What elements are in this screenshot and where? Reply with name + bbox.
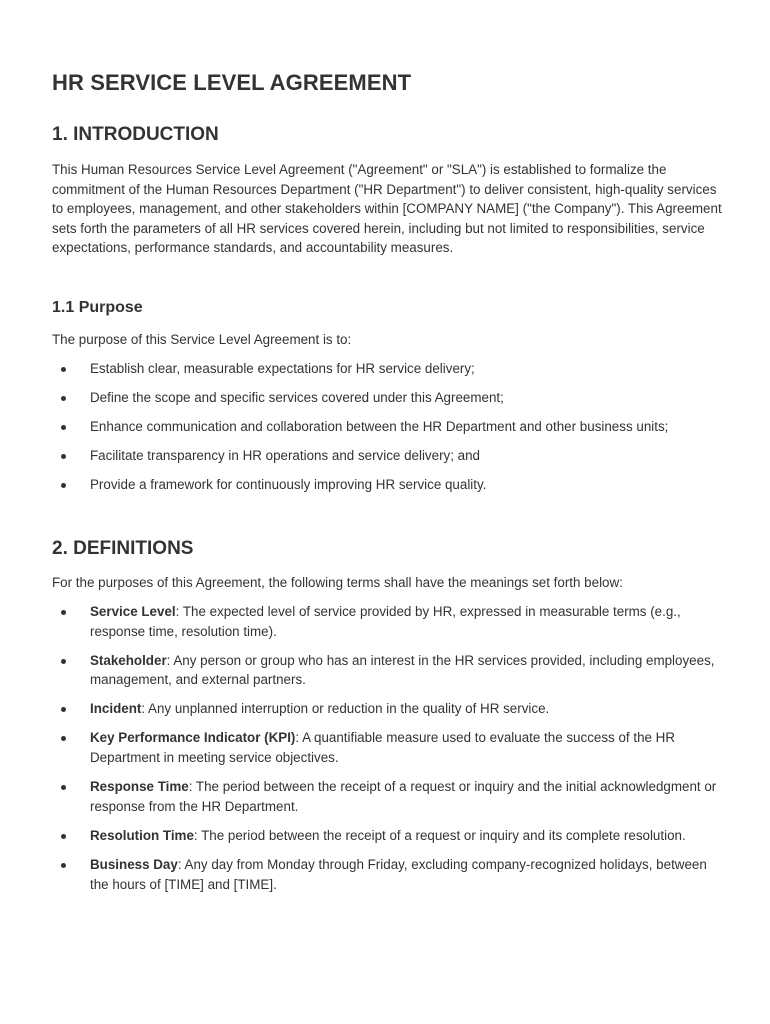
list-item <box>52 855 724 894</box>
bullet-icon <box>61 785 66 790</box>
bullet-icon <box>61 425 66 430</box>
bullet-icon <box>61 736 66 741</box>
definition-term: Business Day <box>90 856 178 872</box>
list-item <box>52 602 724 641</box>
definition-text: : A quantifiable measure used to evaluate the success of the HR Department in meeting service objectives. <box>90 730 676 766</box>
definition-text: : The expected level of service provided by HR, expressed in measurable terms (e.g., response time, resolution time). <box>90 604 681 639</box>
bullet-icon <box>61 454 66 459</box>
purpose-intro: The purpose of this Service Level Agreement is to: <box>52 332 352 347</box>
section-heading-introduction: 1. INTRODUCTION <box>52 124 219 145</box>
definition-term: Key Performance Indicator (KPI) <box>90 730 296 746</box>
list-item-text: Provide a framework for continuously improving HR service quality. <box>90 477 487 493</box>
definition-text: : The period between the receipt of a request or inquiry and the initial acknowledgment or response from the HR Department. <box>90 779 717 814</box>
list-item-text: Enhance communication and collaboration between the HR Department and other business units; <box>90 419 669 435</box>
definition-term: Service Level <box>90 604 176 619</box>
definitions-intro: For the purposes of this Agreement, the following terms shall have the meanings set forth below: <box>52 575 623 590</box>
list-item <box>52 826 724 846</box>
definition-term: Incident <box>90 701 142 717</box>
subsection-heading-purpose: 1.1 Purpose <box>52 299 143 316</box>
definition-text: : Any day from Monday through Friday, excluding company-recognized holidays, between the hours of [TIME] and [TIME]. <box>90 856 707 892</box>
definitions-list <box>52 602 724 904</box>
list-item <box>52 388 724 408</box>
bullet-icon <box>61 367 66 372</box>
list-item-text: Define the scope and specific services covered under this Agreement; <box>90 390 504 406</box>
document-title: HR SERVICE LEVEL AGREEMENT <box>52 70 412 95</box>
bullet-icon <box>61 707 66 712</box>
definition-term: Stakeholder <box>90 652 167 668</box>
definition-text: : Any person or group who has an interest in the HR services provided, including employees, management, and external partners. <box>90 652 715 688</box>
purpose-list <box>52 359 724 504</box>
bullet-icon <box>61 483 66 488</box>
list-item <box>52 777 724 816</box>
bullet-icon <box>61 659 66 664</box>
definition-text: : Any unplanned interruption or reduction in the quality of HR service. <box>141 701 550 717</box>
list-item <box>52 699 724 719</box>
bullet-icon <box>61 396 66 401</box>
bullet-icon <box>61 610 66 615</box>
list-item <box>52 728 724 767</box>
definition-term: Response Time <box>90 779 189 795</box>
list-item <box>52 417 724 437</box>
introduction-paragraph: This Human Resources Service Level Agreement ("Agreement" or "SLA") is established to formalize the commitment of the Human Resources Department ("HR Department") to deliver consistent, high-quality services to employees, management, and other stakeholders within [COMPANY NAME] ("the Company"). This Agreement sets forth the parameters of all HR services covered herein, including but not limited to responsibilities, service expectations, performance standards, and accountability measures. <box>52 162 722 256</box>
list-item-text: Facilitate transparency in HR operations and service delivery; and <box>90 448 481 464</box>
list-item <box>52 475 724 495</box>
definition-term: Resolution Time <box>90 827 194 843</box>
section-heading-definitions: 2. DEFINITIONS <box>52 538 194 559</box>
list-item-text: Establish clear, measurable expectations for HR service delivery; <box>90 361 475 376</box>
list-item <box>52 651 724 690</box>
list-item <box>52 359 724 379</box>
definition-text: : The period between the receipt of a request or inquiry and its complete resolution. <box>193 827 686 843</box>
list-item <box>52 446 724 466</box>
bullet-icon <box>61 863 66 868</box>
bullet-icon <box>61 834 66 839</box>
